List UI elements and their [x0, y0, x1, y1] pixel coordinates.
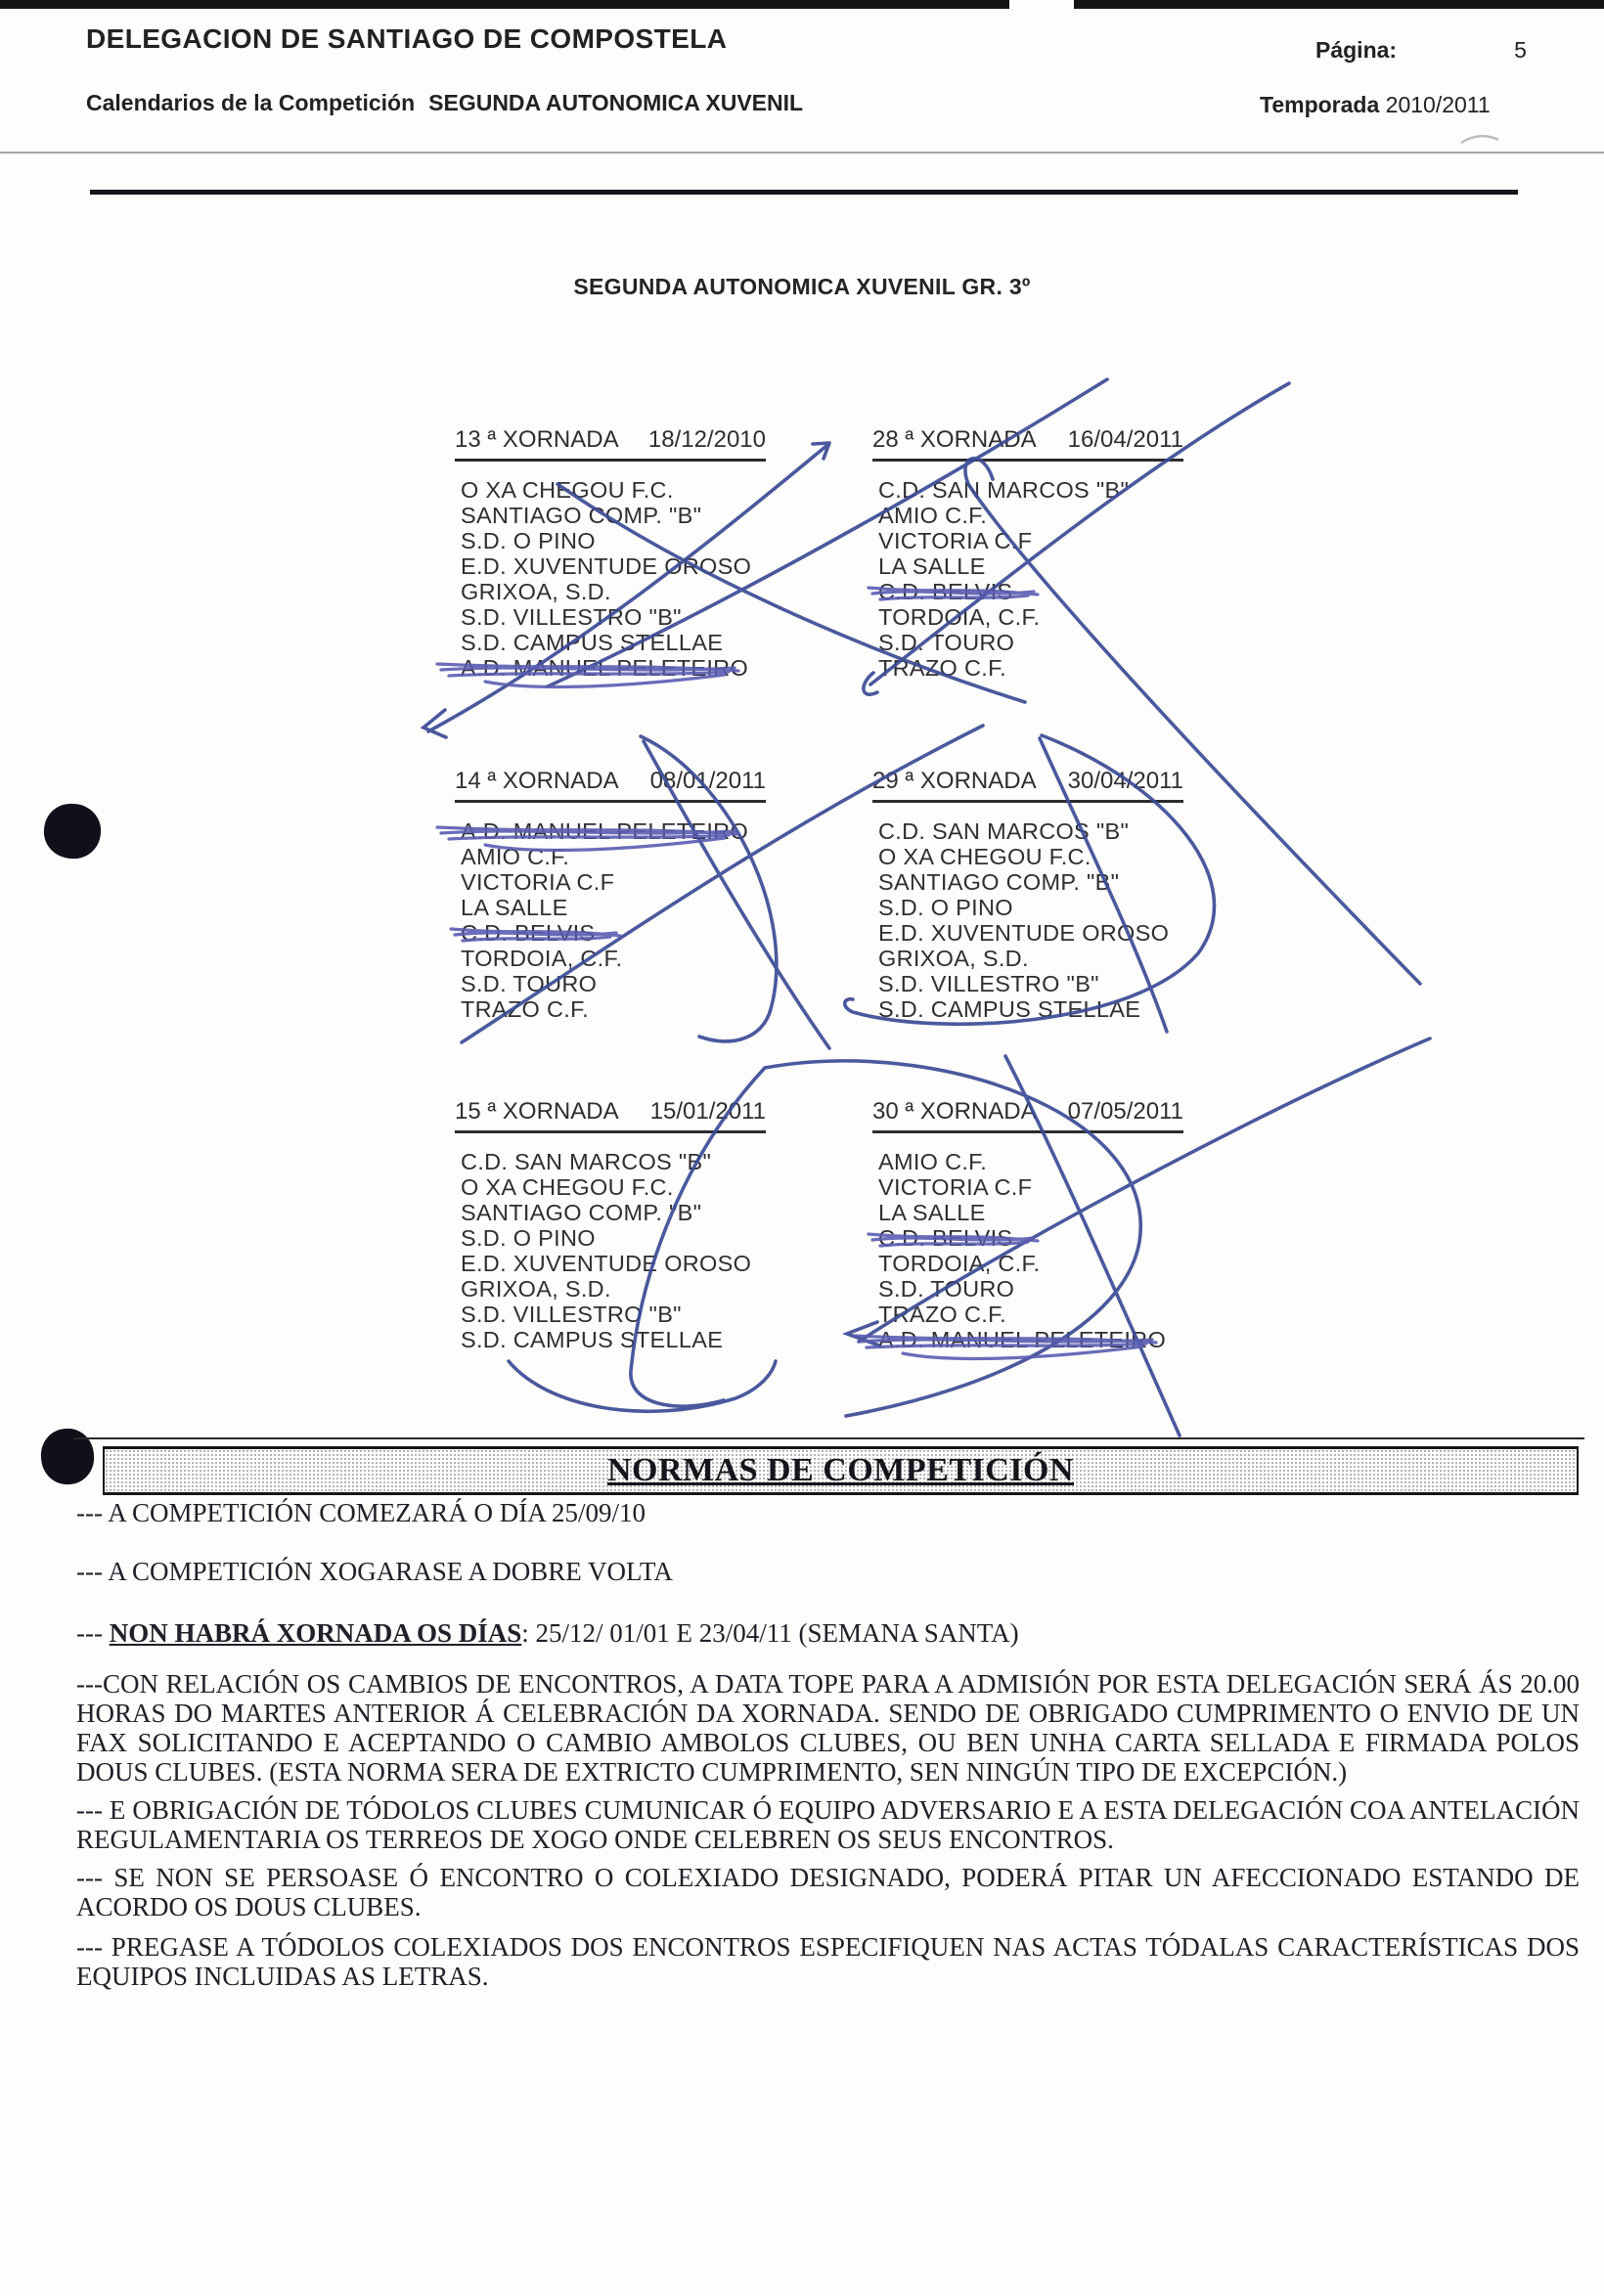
- hole-punch-mark: [38, 1426, 97, 1486]
- round-header: [872, 768, 1183, 803]
- round-label: 14 ª XORNADA: [455, 768, 619, 794]
- fixture-block-13: [455, 426, 875, 681]
- round-date: 15/01/2011: [649, 1098, 766, 1125]
- team-row: S.D. TOURO: [878, 630, 1015, 655]
- round-date: 08/01/2011: [649, 768, 766, 794]
- team-row: TRAZO C.F.: [878, 1302, 1006, 1327]
- team-row: S.D. VILLESTRO "B": [461, 1302, 682, 1327]
- fixture-block-28: [872, 426, 1293, 681]
- rule-item: --- E OBRIGACIÓN DE TÓDOLOS CLUBES CUMUNICAR Ó EQUIPO ADVERSARIO E A ESTA DELEGACIÓN COA ANTELACIÓN REGULAMENTARIA OS TERREOS DE XOGO ONDE CELEBREN OS SEUS ENCONTROS.: [76, 1795, 1580, 1854]
- team-row: C.D. BELVIS: [878, 1225, 1013, 1251]
- team-row: TORDOIA, C.F.: [461, 946, 623, 971]
- team-row: O XA CHEGOU F.C.: [878, 844, 1092, 869]
- rule-item: --- SE NON SE PERSOASE Ó ENCONTRO O COLEXIADO DESIGNADO, PODERÁ PITAR UN AFECCIONADO ESTANDO DE ACORDO OS DOUS CLUBES.: [76, 1863, 1580, 1921]
- team-row: GRIXOA, S.D.: [461, 579, 611, 604]
- team-row: AMIO C.F.: [878, 1149, 988, 1174]
- team-row: E.D. XUVENTUDE OROSO: [878, 920, 1170, 946]
- round-date: 30/04/2011: [1067, 768, 1183, 794]
- team-row: GRIXOA, S.D.: [878, 946, 1029, 971]
- team-row: S.D. TOURO: [878, 1276, 1015, 1302]
- group-title: SEGUNDA AUTONOMICA XUVENIL GR. 3º: [573, 274, 1031, 299]
- team-row: VICTORIA C.F: [461, 869, 615, 895]
- rule-item: ---CON RELACIÓN OS CAMBIOS DE ENCONTROS, A DATA TOPE PARA A ADMISIÓN POR ESTA DELEGACIÓN SERÁ ÁS 20.00 HORAS DO MARTES ANTERIOR Á CELEBRACIÓN DA XORNADA. SENDO DE OBRIGADO CUMPRIMENTO O ENVIO DE UN FAX SOLICITANDO E ACEPTANDO O CAMBIO AMBOLOS CLUBES, OU BEN UNHA CARTA SELLADA E FIRMADA POLOS DOUS CLUBES. (ESTA NORMA SERA DE EXTRICTO CUMPRIMENTO, SEN NINGÚN TIPO DE EXCEPCIÓN.): [76, 1669, 1580, 1787]
- hole-punch-mark: [40, 800, 104, 862]
- team-row: A.D. MANUEL PELETEIRO: [461, 655, 749, 681]
- team-list: [461, 818, 748, 1022]
- team-row: SANTIAGO COMP. "B": [461, 503, 702, 528]
- rule-emphasis: NON HABRÁ XORNADA OS DÍAS: [109, 1618, 522, 1648]
- team-row: O XA CHEGOU F.C.: [461, 477, 674, 503]
- team-row: LA SALLE: [878, 1200, 986, 1225]
- competition-name: SEGUNDA AUTONOMICA XUVENIL: [428, 90, 804, 115]
- team-row: A.D. MANUEL PELETEIRO: [878, 1327, 1167, 1352]
- fixture-block-15: [455, 1098, 875, 1352]
- rule-item: --- A COMPETICIÓN COMEZARÁ O DÍA 25/09/10: [76, 1498, 646, 1527]
- competition-label: Calendarios de la Competición: [86, 90, 416, 115]
- team-row: TORDOIA, C.F.: [878, 604, 1041, 630]
- team-row: E.D. XUVENTUDE OROSO: [461, 553, 752, 579]
- normas-outer-line: [73, 1437, 1584, 1439]
- round-label: 15 ª XORNADA: [455, 1098, 619, 1125]
- team-row: TRAZO C.F.: [878, 655, 1006, 681]
- team-row: TORDOIA, C.F.: [878, 1251, 1041, 1276]
- team-list: [878, 818, 1169, 1022]
- team-list: [461, 1149, 751, 1352]
- team-row: S.D. CAMPUS STELLAE: [461, 630, 724, 655]
- team-row: E.D. XUVENTUDE OROSO: [461, 1251, 752, 1276]
- season-value: 2010/2011: [1385, 92, 1491, 117]
- team-list: [461, 477, 751, 681]
- fixture-block-14: [455, 768, 875, 1022]
- team-row: C.D. SAN MARCOS "B": [461, 1149, 712, 1174]
- page-number-field: [1315, 37, 1527, 64]
- fixture-block-30: [872, 1098, 1293, 1352]
- page-number-label: Página:: [1315, 37, 1398, 63]
- round-header: [455, 1098, 766, 1133]
- fixture-block-29: [872, 768, 1293, 1022]
- team-row: SANTIAGO COMP. "B": [461, 1200, 702, 1225]
- round-header: [872, 1098, 1183, 1133]
- competition-rules: [76, 1498, 1580, 1991]
- team-row: GRIXOA, S.D.: [461, 1276, 611, 1302]
- team-row: C.D. BELVIS: [461, 920, 596, 946]
- faint-pencil-mark: [1461, 136, 1498, 143]
- normas-title: NORMAS DE COMPETICIÓN: [606, 1452, 1075, 1488]
- round-header: [872, 426, 1183, 462]
- team-row: C.D. BELVIS: [878, 579, 1013, 604]
- round-date: 16/04/2011: [1067, 426, 1183, 453]
- team-row: VICTORIA C.F: [878, 528, 1033, 553]
- team-row: AMIO C.F.: [878, 503, 988, 528]
- team-row: SANTIAGO COMP. "B": [878, 869, 1120, 895]
- round-label: 30 ª XORNADA: [872, 1098, 1037, 1125]
- team-list: [878, 477, 1129, 681]
- normas-header-box: [103, 1446, 1579, 1495]
- team-row: C.D. SAN MARCOS "B": [878, 477, 1130, 503]
- team-row: A.D. MANUEL PELETEIRO: [461, 818, 749, 844]
- season-field: [1260, 92, 1491, 118]
- team-row: TRAZO C.F.: [461, 996, 589, 1022]
- divider-thin: [0, 152, 1604, 154]
- round-date: 18/12/2010: [647, 426, 766, 453]
- team-row: S.D. O PINO: [878, 895, 1013, 920]
- team-row: S.D. O PINO: [461, 528, 596, 553]
- team-row: LA SALLE: [461, 895, 568, 920]
- team-row: S.D. TOURO: [461, 971, 598, 996]
- competition-subtitle: [86, 90, 803, 116]
- team-row: LA SALLE: [878, 553, 986, 579]
- round-header: [455, 768, 766, 803]
- team-row: S.D. O PINO: [461, 1225, 596, 1251]
- round-label: 28 ª XORNADA: [872, 426, 1037, 453]
- team-row: AMIO C.F.: [461, 844, 570, 869]
- divider-thick: [90, 190, 1518, 195]
- team-list: [878, 1149, 1166, 1352]
- rule-item: --- PREGASE A TÓDOLOS COLEXIADOS DOS ENCONTROS ESPECIFIQUEN NAS ACTAS TÓDALAS CARACTERÍSTICAS DOS EQUIPOS INCLUIDAS AS LETRAS.: [76, 1932, 1580, 1991]
- team-row: VICTORIA C.F: [878, 1174, 1033, 1200]
- page-number-value: 5: [1514, 37, 1527, 63]
- team-row: S.D. CAMPUS STELLAE: [878, 996, 1141, 1022]
- team-row: O XA CHEGOU F.C.: [461, 1174, 674, 1200]
- season-label: Temporada: [1260, 92, 1380, 117]
- round-label: 29 ª XORNADA: [872, 768, 1037, 794]
- page-title: DELEGACION DE SANTIAGO DE COMPOSTELA: [86, 23, 728, 54]
- rule-item: --- NON HABRÁ XORNADA OS DÍAS: 25/12/ 01/01 E 23/04/11 (SEMANA SANTA): [76, 1618, 1019, 1648]
- round-label: 13 ª XORNADA: [455, 426, 619, 453]
- team-row: C.D. SAN MARCOS "B": [878, 818, 1130, 844]
- round-header: [455, 426, 766, 462]
- rule-item: --- A COMPETICIÓN XOGARASE A DOBRE VOLTA: [76, 1557, 673, 1586]
- team-row: S.D. VILLESTRO "B": [461, 604, 682, 630]
- team-row: S.D. CAMPUS STELLAE: [461, 1327, 724, 1352]
- scan-edge-bar: [0, 0, 1009, 9]
- team-row: S.D. VILLESTRO "B": [878, 971, 1099, 996]
- scan-edge-bar: [1074, 0, 1604, 9]
- round-date: 07/05/2011: [1067, 1098, 1183, 1125]
